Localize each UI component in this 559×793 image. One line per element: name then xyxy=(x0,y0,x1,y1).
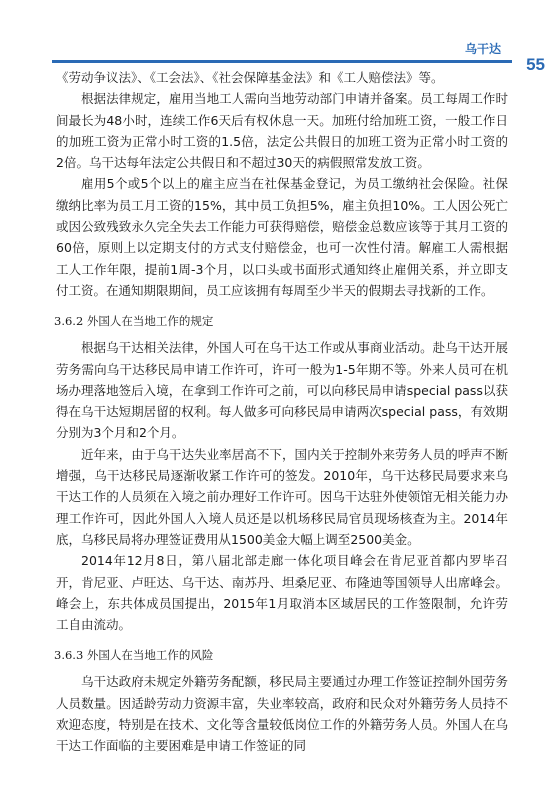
header-rule xyxy=(52,60,512,63)
body-paragraph: 根据法律规定，雇用当地工人需向当地劳动部门申请并备案。员工每周工作时间最长为48小时，连续工作6天后有权休息一天。加班付给加班工资，一般工作日的加班工资为正常小时工资的1.5倍，法定公共假日的加班工资为正常小时工资的2倍。乌干达每年法定公共假日和不超过30天的病假照常发放工资。 xyxy=(56,91,508,171)
section-heading: 3.6.2 外国人在当地工作的规定 xyxy=(54,314,214,329)
body-paragraph: 近年来，由于乌干达失业率居高不下，国内关于控制外来劳务人员的呼声不断增强，乌干达移民局逐渐收紧工作许可的签发。2010年，乌干达移民局要求来乌干达工作的人员须在入境之前办理好工作许可。因乌干达驻外使领馆无相关能力办理工作许可，因此外国人入境人员还是以机场移民局官员现场核查为主。2014年底，乌移民局将办理签证费用从1500美金大幅上调至2500美金。 xyxy=(56,446,508,547)
running-header-title: 乌干达 xyxy=(464,42,501,56)
body-paragraph: 根据乌干达相关法律，外国人可在乌干达工作或从事商业活动。赴乌干达开展劳务需向乌干达移民局申请工作许可，许可一般为1-5年期不等。外来人员可在机场办理落地签后入境，在拿到工作许可之前，可以向移民局申请special pass以获得在乌干达短期居留的权利。每人做多可向移民局申请两次special pass，有效期分别为3个月和2个月。 xyxy=(56,340,508,441)
body-paragraph: 雇用5个或5个以上的雇主应当在社保基金登记，为员工缴纳社会保险。社保缴纳比率为员工月工资的15%，其中员工负担5%，雇主负担10%。工人因公死亡或因公致残致永久完全失去工作能力可获得赔偿，赔偿金总数应该等于其月工资的60倍，原则上以定期支付的方式支付赔偿金，也可一次性付清。解雇工人需根据工人工作年限，提前1周-3个月，以口头或书面形式通知终止雇佣关系，并立即支付工资。在通知期限期间，员工应该拥有每周至少半天的假期去寻找新的工作。 xyxy=(56,176,508,298)
body-paragraph: 2014年12月8日，第八届北部走廊一体化项目峰会在肯尼亚首都内罗毕召开，肯尼亚、卢旺达、乌干达、南苏丹、坦桑尼亚、布隆迪等国领导人出席峰会。峰会上，东共体成员国提出，2015年1月取消本区域居民的工作签限制，允许劳工自由流动。 xyxy=(56,553,508,633)
body-paragraph: 乌干达政府未规定外籍劳务配额，移民局主要通过办理工作签证控制外国劳务人员数量。因适龄劳动力资源丰富，失业率较高，政府和民众对外籍劳务人员持不欢迎态度，特别是在技术、文化等含量较低岗位工作的外籍劳务人员。外国人在乌干达工作面临的主要困难是申请工作签证的同 xyxy=(56,674,508,754)
section-heading: 3.6.3 外国人在当地工作的风险 xyxy=(54,648,214,663)
page-body xyxy=(56,67,508,757)
page-number: 55 xyxy=(526,55,545,74)
body-paragraph: 《劳动争议法》、《工会法》、《社会保障基金法》和《工人赔偿法》等。 xyxy=(56,70,444,85)
